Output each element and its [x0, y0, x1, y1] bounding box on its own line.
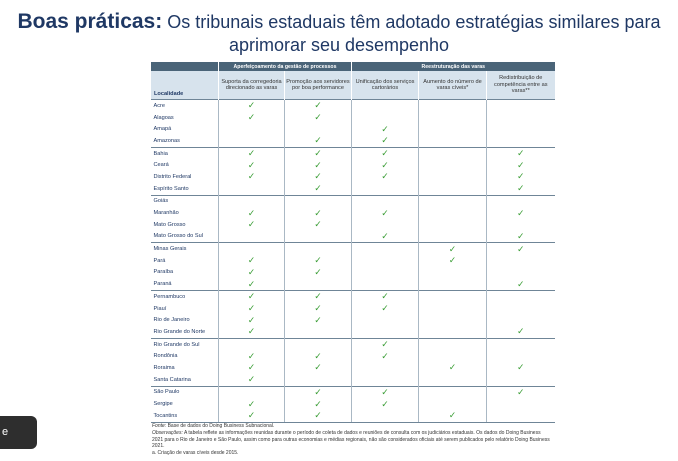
- practice-cell: [219, 255, 285, 267]
- practice-cell: [285, 100, 352, 112]
- practice-cell: [419, 219, 487, 231]
- practice-cell: [419, 100, 487, 112]
- checkmark-icon: ✓: [381, 135, 389, 146]
- checkmark-icon: ✓: [448, 362, 457, 373]
- locality-name: Ceará: [153, 162, 169, 169]
- table-body: [151, 100, 555, 423]
- practice-cell: [219, 171, 285, 183]
- practice-cell: [352, 303, 419, 315]
- checkmark-icon: ✓: [314, 219, 322, 230]
- checkmark-icon: ✓: [314, 148, 322, 159]
- checkmark-icon: ✓: [247, 350, 256, 361]
- column-header-locality: Localidade: [151, 71, 219, 100]
- practice-cell: [419, 398, 487, 410]
- checkmark-icon: ✓: [314, 386, 322, 397]
- practice-cell: [219, 112, 285, 124]
- practice-cell: [352, 278, 419, 290]
- locality-name: Paraíba: [153, 269, 174, 276]
- table-row: [151, 123, 555, 135]
- practice-cell: [487, 171, 555, 183]
- table-notes: [152, 423, 552, 457]
- practice-cell: [419, 112, 487, 124]
- checkmark-icon: ✓: [516, 159, 525, 170]
- practice-cell: [285, 231, 352, 243]
- practice-cell: [352, 159, 419, 171]
- practice-cell: [219, 195, 285, 207]
- practice-cell: [352, 326, 419, 338]
- checkmark-icon: ✓: [247, 148, 256, 159]
- checkmark-icon: ✓: [314, 255, 322, 266]
- table-row: [151, 326, 555, 338]
- checkmark-icon: ✓: [314, 291, 322, 302]
- checkmark-icon: ✓: [314, 362, 322, 373]
- practice-cell: [487, 338, 555, 350]
- checkmark-icon: ✓: [381, 123, 389, 134]
- checkmark-icon: ✓: [247, 112, 256, 123]
- table-row: [151, 219, 555, 231]
- practice-cell: [219, 207, 285, 219]
- checkmark-icon: ✓: [516, 148, 525, 159]
- table-row: [151, 267, 555, 279]
- table-row: [151, 255, 555, 267]
- table-row: [151, 112, 555, 124]
- locality-name: Sergipe: [153, 401, 173, 408]
- practice-cell: [487, 410, 555, 422]
- practice-cell: [487, 159, 555, 171]
- practice-cell: [285, 112, 352, 124]
- practice-cell: [219, 123, 285, 135]
- locality-name: Bahia: [151, 147, 219, 159]
- practice-cell: [487, 350, 555, 362]
- checkmark-icon: ✓: [381, 386, 389, 397]
- checkmark-icon: ✓: [247, 362, 256, 373]
- practice-cell: [487, 314, 555, 326]
- checkmark-icon: ✓: [247, 219, 256, 230]
- practice-cell: [487, 243, 555, 255]
- table-row: [151, 183, 555, 195]
- practice-cell: [419, 303, 487, 315]
- practice-cell: [419, 410, 487, 422]
- checkmark-icon: ✓: [314, 314, 322, 325]
- practice-cell: [285, 374, 352, 386]
- practice-cell: [219, 147, 285, 159]
- practice-cell: [419, 267, 487, 279]
- title-rest: Os tribunais estaduais têm adotado estratégias similares para: [162, 12, 661, 32]
- practice-cell: [352, 374, 419, 386]
- practice-cell: [352, 135, 419, 147]
- practice-cell: [419, 207, 487, 219]
- table-row: [151, 338, 555, 350]
- checkmark-icon: ✓: [516, 207, 525, 218]
- practice-cell: [419, 159, 487, 171]
- practice-cell: [487, 123, 555, 135]
- practice-cell: [285, 159, 352, 171]
- practice-cell: [352, 398, 419, 410]
- checkmark-icon: ✓: [247, 171, 256, 182]
- practice-cell: [219, 159, 285, 171]
- checkmark-icon: ✓: [247, 100, 256, 111]
- practice-cell: [352, 231, 419, 243]
- table-row: [151, 135, 555, 147]
- observations-label: Observações:: [152, 429, 183, 436]
- practice-cell: [419, 243, 487, 255]
- practice-cell: [487, 231, 555, 243]
- locality-name: Goiás: [151, 195, 219, 207]
- side-panel-tab[interactable]: [0, 416, 37, 449]
- group-header-process: Aperfeiçoamento da gestão de processos: [219, 62, 352, 71]
- checkmark-icon: ✓: [516, 326, 525, 337]
- practice-cell: [285, 267, 352, 279]
- checkmark-icon: ✓: [516, 230, 525, 241]
- practice-cell: [219, 350, 285, 362]
- locality-name: Acre: [151, 100, 219, 112]
- practice-cell: [419, 183, 487, 195]
- practice-cell: [487, 303, 555, 315]
- checkmark-icon: ✓: [314, 159, 322, 170]
- practice-cell: [352, 410, 419, 422]
- title-line-1: [0, 10, 678, 35]
- checkmark-icon: ✓: [247, 410, 256, 421]
- checkmark-icon: ✓: [381, 303, 389, 314]
- practice-cell: [352, 100, 419, 112]
- practice-cell: [219, 410, 285, 422]
- practice-cell: [285, 243, 352, 255]
- source-text: Base de dados do Doing Business Subnacional.: [166, 423, 275, 429]
- practice-cell: [352, 195, 419, 207]
- practice-cell: [285, 195, 352, 207]
- practice-cell: [487, 183, 555, 195]
- practice-cell: [352, 123, 419, 135]
- practice-cell: [219, 231, 285, 243]
- slide-title: [0, 10, 678, 56]
- checkmark-icon: ✓: [314, 171, 322, 182]
- practice-cell: [352, 255, 419, 267]
- practice-cell: [352, 219, 419, 231]
- checkmark-icon: ✓: [448, 255, 457, 266]
- practice-cell: [352, 350, 419, 362]
- checkmark-icon: ✓: [314, 398, 322, 409]
- group-header-empty: [151, 62, 219, 71]
- checkmark-icon: ✓: [247, 159, 256, 170]
- practice-cell: [219, 219, 285, 231]
- practice-cell: [219, 303, 285, 315]
- practice-cell: [219, 326, 285, 338]
- practice-cell: [419, 326, 487, 338]
- practice-cell: [419, 314, 487, 326]
- table-row: [151, 171, 555, 183]
- locality-name: Espírito Santo: [153, 185, 189, 192]
- column-header-redistribuicao: Redistribuição de competência entre as varas**: [487, 71, 555, 100]
- checkmark-icon: ✓: [247, 278, 256, 289]
- side-tab-label: e: [2, 426, 9, 438]
- practice-cell: [219, 100, 285, 112]
- table-row: [151, 195, 555, 207]
- practice-cell: [285, 410, 352, 422]
- practice-cell: [352, 386, 419, 398]
- practice-cell: [285, 398, 352, 410]
- practice-cell: [285, 303, 352, 315]
- column-header-aumento-varas: Aumento do número de varas cíveis*: [419, 71, 487, 100]
- footnote: a. Criação de varas cíveis desde 2015.: [152, 450, 239, 456]
- practice-cell: [352, 207, 419, 219]
- locality-name: Distrito Federal: [153, 173, 192, 180]
- practice-cell: [285, 135, 352, 147]
- practice-cell: [219, 314, 285, 326]
- practice-cell: [419, 135, 487, 147]
- practice-cell: [487, 207, 555, 219]
- practice-cell: [219, 267, 285, 279]
- practice-cell: [285, 219, 352, 231]
- locality-name: Maranhão: [153, 210, 179, 217]
- practice-cell: [487, 278, 555, 290]
- practice-cell: [219, 362, 285, 374]
- practice-cell: [219, 278, 285, 290]
- checkmark-icon: ✓: [516, 243, 525, 254]
- column-header-corregedoria: Suporta da corregedoria direcionado as varas: [219, 71, 285, 100]
- table-row: [151, 147, 555, 159]
- checkmark-icon: ✓: [516, 278, 525, 289]
- practice-cell: [419, 123, 487, 135]
- checkmark-icon: ✓: [247, 326, 256, 337]
- table-row: [151, 303, 555, 315]
- checkmark-icon: ✓: [247, 314, 256, 325]
- title-bold: Boas práticas:: [17, 10, 163, 33]
- practice-cell: [219, 135, 285, 147]
- checkmark-icon: ✓: [381, 148, 389, 159]
- practice-cell: [419, 255, 487, 267]
- practice-cell: [285, 171, 352, 183]
- practice-cell: [419, 350, 487, 362]
- practice-cell: [419, 195, 487, 207]
- practice-cell: [285, 314, 352, 326]
- checkmark-icon: ✓: [247, 207, 256, 218]
- checkmark-icon: ✓: [247, 303, 256, 314]
- table-row: [151, 350, 555, 362]
- checkmark-icon: ✓: [381, 230, 389, 241]
- locality-name: Santa Catarina: [153, 376, 191, 383]
- checkmark-icon: ✓: [314, 183, 322, 194]
- title-line-2: aprimorar seu desempenho: [228, 34, 450, 55]
- checkmark-icon: ✓: [247, 374, 256, 385]
- table-row: [151, 100, 555, 112]
- table-row: [151, 386, 555, 398]
- practice-cell: [285, 183, 352, 195]
- column-header-promocao: Promoção aos servidores por boa performance: [285, 71, 352, 100]
- practice-cell: [419, 147, 487, 159]
- practice-cell: [419, 362, 487, 374]
- checkmark-icon: ✓: [381, 171, 389, 182]
- practice-cell: [487, 219, 555, 231]
- group-header-restructuring: Reestruturação das varas: [352, 62, 555, 71]
- practice-cell: [285, 278, 352, 290]
- checkmark-icon: ✓: [314, 207, 322, 218]
- checkmark-icon: ✓: [247, 398, 256, 409]
- practice-cell: [487, 374, 555, 386]
- checkmark-icon: ✓: [247, 266, 256, 277]
- observations-note: [152, 430, 552, 450]
- checkmark-icon: ✓: [516, 362, 525, 373]
- practice-cell: [285, 147, 352, 159]
- checkmark-icon: ✓: [381, 207, 389, 218]
- column-header-unificacao: Unificação dos serviços cartorários: [352, 71, 419, 100]
- practice-cell: [487, 100, 555, 112]
- practice-cell: [419, 374, 487, 386]
- practice-cell: [285, 255, 352, 267]
- checkmark-icon: ✓: [448, 410, 457, 421]
- practice-cell: [285, 362, 352, 374]
- checkmark-icon: ✓: [314, 100, 322, 111]
- practice-cell: [487, 135, 555, 147]
- practice-cell: [285, 207, 352, 219]
- practice-cell: [219, 386, 285, 398]
- locality-name: Alagoas: [153, 114, 174, 121]
- locality-name: Tocantins: [151, 410, 219, 422]
- table-row: [151, 278, 555, 290]
- practice-cell: [419, 231, 487, 243]
- practice-cell: [219, 398, 285, 410]
- practice-cell: [419, 338, 487, 350]
- checkmark-icon: ✓: [314, 135, 322, 146]
- practice-cell: [487, 386, 555, 398]
- practice-cell: [487, 195, 555, 207]
- locality-name: Amazonas: [153, 137, 180, 144]
- table-row: [151, 398, 555, 410]
- practice-cell: [219, 183, 285, 195]
- locality-name: Mato Grosso: [153, 221, 186, 228]
- practice-cell: [419, 278, 487, 290]
- locality-name: Rio Grande do Norte: [153, 328, 206, 335]
- table-row: [151, 231, 555, 243]
- checkmark-icon: ✓: [516, 183, 525, 194]
- table-row: [151, 159, 555, 171]
- checkmark-icon: ✓: [381, 159, 389, 170]
- practice-cell: [352, 338, 419, 350]
- locality-name: Paraná: [153, 281, 172, 288]
- practice-cell: [285, 350, 352, 362]
- observations-text: A tabela reflete as informações reunidas durante o período de coleta de dados e reuniões de consulta com os judiciários estaduais. Os dados do Doing Business 2021 para o Rio de Janeiro e São Paulo, assim como para outras economias e médias regionais, não são considerados oficiais até serem publicados pelo relatório Doing Business 2021.: [152, 429, 550, 450]
- group-header-row: [151, 62, 555, 71]
- locality-name: São Paulo: [151, 386, 219, 398]
- practice-cell: [352, 243, 419, 255]
- checkmark-icon: ✓: [381, 350, 389, 361]
- source-label: Fonte:: [152, 423, 167, 429]
- locality-name: Roraima: [153, 364, 175, 371]
- source-note: [152, 423, 552, 430]
- locality-name: Amapá: [153, 126, 172, 133]
- locality-name: Pernambuco: [151, 291, 219, 303]
- practice-cell: [352, 314, 419, 326]
- practice-cell: [487, 267, 555, 279]
- checkmark-icon: ✓: [381, 339, 389, 350]
- checkmark-icon: ✓: [247, 291, 256, 302]
- practice-cell: [419, 171, 487, 183]
- table-row: [151, 410, 555, 422]
- practice-cell: [419, 291, 487, 303]
- checkmark-icon: ✓: [381, 398, 389, 409]
- checkmark-icon: ✓: [381, 291, 389, 302]
- practice-cell: [487, 291, 555, 303]
- practice-cell: [487, 112, 555, 124]
- checkmark-icon: ✓: [314, 410, 322, 421]
- checkmark-icon: ✓: [314, 303, 322, 314]
- table-row: [151, 374, 555, 386]
- practice-cell: [352, 362, 419, 374]
- practice-cell: [352, 291, 419, 303]
- table-row: [151, 362, 555, 374]
- practice-cell: [487, 255, 555, 267]
- table-row: [151, 243, 555, 255]
- checkmark-icon: ✓: [314, 266, 322, 277]
- table-row: [151, 207, 555, 219]
- locality-name: Rondônia: [153, 353, 178, 360]
- good-practices-table: [150, 62, 555, 423]
- practice-cell: [285, 326, 352, 338]
- locality-name: Piauí: [153, 305, 167, 312]
- locality-name: Rio Grande do Sul: [151, 338, 219, 350]
- checkmark-icon: ✓: [516, 386, 525, 397]
- practice-cell: [487, 326, 555, 338]
- practice-cell: [219, 338, 285, 350]
- checkmark-icon: ✓: [314, 350, 322, 361]
- locality-name: Pará: [153, 257, 166, 264]
- practice-cell: [285, 386, 352, 398]
- locality-name: Rio de Janeiro: [153, 317, 190, 324]
- locality-name: Mato Grosso do Sul: [153, 233, 203, 240]
- practice-cell: [219, 291, 285, 303]
- practice-cell: [352, 183, 419, 195]
- checkmark-icon: ✓: [247, 255, 256, 266]
- practice-cell: [419, 386, 487, 398]
- checkmark-icon: ✓: [448, 243, 457, 254]
- practice-cell: [352, 171, 419, 183]
- practice-cell: [487, 398, 555, 410]
- practice-cell: [487, 362, 555, 374]
- practice-cell: [285, 123, 352, 135]
- practice-cell: [219, 374, 285, 386]
- practice-cell: [352, 112, 419, 124]
- practice-cell: [352, 267, 419, 279]
- checkmark-icon: ✓: [314, 112, 322, 123]
- practice-cell: [285, 338, 352, 350]
- practice-cell: [219, 243, 285, 255]
- locality-name: Minas Gerais: [151, 243, 219, 255]
- column-header-row: [151, 71, 555, 100]
- practice-cell: [352, 147, 419, 159]
- practice-cell: [487, 147, 555, 159]
- table-row: [151, 291, 555, 303]
- practice-cell: [285, 291, 352, 303]
- table-row: [151, 314, 555, 326]
- checkmark-icon: ✓: [516, 171, 525, 182]
